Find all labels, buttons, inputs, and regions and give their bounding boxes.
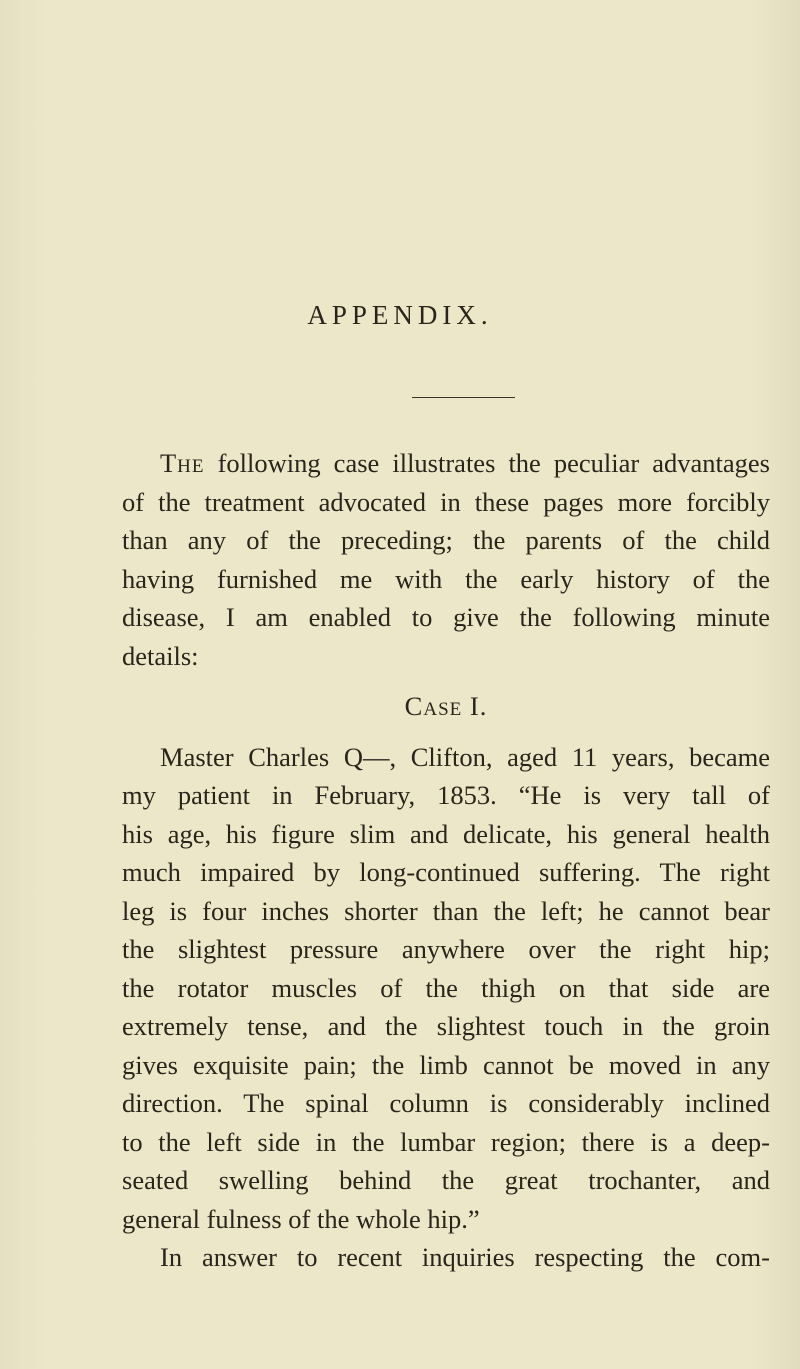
- paragraph-intro: [122, 444, 770, 483]
- text-line: general fulness of the whole hip.”: [122, 1203, 480, 1234]
- appendix-heading: APPENDIX.: [307, 300, 493, 330]
- text-line: direction. The spinal column is considerably inclined: [122, 1088, 770, 1118]
- text-line: extremely tense, and the slightest touch in the groin: [122, 1011, 770, 1041]
- text-line: his age, his figure slim and delicate, his general health: [122, 818, 770, 849]
- text-line: gives exquisite pain; the limb cannot be moved in any: [122, 1049, 770, 1080]
- lead-word: The: [160, 448, 205, 478]
- text-line: having furnished me with the early history of the: [122, 563, 770, 594]
- text-line: In answer to recent inquiries respecting the com-: [160, 1242, 770, 1272]
- text-line: disease, I am enabled to give the following minute: [122, 602, 770, 632]
- text-line: the slightest pressure anywhere over the right hip;: [122, 934, 770, 964]
- paragraph-case: [122, 738, 770, 1239]
- text-line: of the treatment advocated in these pages more forcibly: [122, 486, 770, 517]
- text-line: to the left side in the lumbar region; there is a deep-: [122, 1126, 770, 1157]
- text-line: Master Charles Q—, Clifton, aged 11 years, became: [160, 741, 770, 772]
- text-line: my patient in February, 1853. “He is very tall of: [122, 780, 770, 810]
- case-heading: Case I.: [404, 691, 488, 721]
- text-line: following case illustrates the peculiar advantages: [204, 448, 770, 478]
- text-line: seated swelling behind the great trochanter, and: [122, 1165, 770, 1195]
- heading-rule: [412, 397, 515, 398]
- text-line-intro-1: [122, 444, 770, 483]
- text-line: leg is four inches shorter than the left; he cannot bear: [122, 895, 770, 926]
- paragraph-answer: [122, 1238, 770, 1277]
- text-line: much impaired by long-continued suffering. The right: [122, 857, 770, 887]
- text-line: details:: [122, 640, 199, 671]
- text-line: than any of the preceding; the parents of the child: [122, 525, 770, 555]
- body-text: [122, 444, 770, 1277]
- text-line: the rotator muscles of the thigh on that side are: [122, 972, 770, 1003]
- paragraph-intro-cont: [122, 483, 770, 676]
